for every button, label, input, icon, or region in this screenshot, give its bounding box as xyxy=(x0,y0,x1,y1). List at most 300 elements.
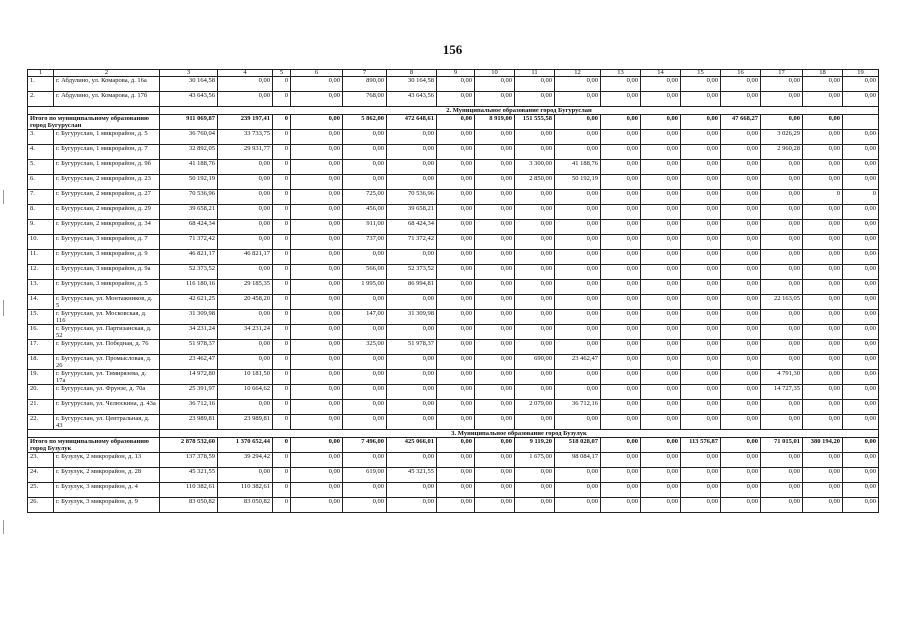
value-cell: 23 989,81 xyxy=(160,415,218,430)
value-cell: 71 372,42 xyxy=(160,235,218,250)
value-cell: 0 xyxy=(803,190,843,205)
value-cell: 0,00 xyxy=(843,453,879,468)
section-title: 3. Муниципальное образование город Бузулук xyxy=(160,430,879,438)
value-cell: 0,00 xyxy=(681,400,721,415)
value-cell: 0,00 xyxy=(291,235,343,250)
total-value: 1 370 652,44 xyxy=(218,438,273,453)
value-cell: 0,00 xyxy=(437,220,475,235)
value-cell: 0,00 xyxy=(601,220,641,235)
table-row xyxy=(28,370,879,385)
value-cell: 0 xyxy=(273,400,291,415)
value-cell: 0,00 xyxy=(601,400,641,415)
value-cell: 0,00 xyxy=(681,280,721,295)
value-cell: 0,00 xyxy=(843,400,879,415)
value-cell: 0,00 xyxy=(437,355,475,370)
scan-margin-mark xyxy=(3,190,4,204)
value-cell: 737,00 xyxy=(343,235,387,250)
value-cell: 0,00 xyxy=(387,175,437,190)
value-cell: 0,00 xyxy=(601,483,641,498)
value-cell: 0,00 xyxy=(843,415,879,430)
row-number: 22. xyxy=(28,415,54,430)
value-cell: 30 164,58 xyxy=(160,77,218,92)
value-cell: 0,00 xyxy=(218,160,273,175)
table-row xyxy=(28,265,879,280)
value-cell: 0,00 xyxy=(803,325,843,340)
value-cell: 0,00 xyxy=(387,415,437,430)
value-cell: 0 xyxy=(273,310,291,325)
value-cell: 0,00 xyxy=(291,220,343,235)
value-cell: 0,00 xyxy=(218,265,273,280)
value-cell: 39 658,21 xyxy=(387,205,437,220)
value-cell: 0,00 xyxy=(437,310,475,325)
address-cell: г. Бузулук, 3 микрорайон, д. 4 xyxy=(54,483,160,498)
value-cell: 0,00 xyxy=(843,92,879,107)
value-cell: 0,00 xyxy=(641,453,681,468)
value-cell: 0,00 xyxy=(475,355,515,370)
value-cell: 0,00 xyxy=(218,92,273,107)
value-cell: 0,00 xyxy=(681,92,721,107)
value-cell: 0,00 xyxy=(601,415,641,430)
value-cell: 0 xyxy=(273,175,291,190)
value-cell: 0,00 xyxy=(437,400,475,415)
value-cell: 0,00 xyxy=(601,190,641,205)
value-cell: 0,00 xyxy=(437,265,475,280)
table-row xyxy=(28,325,879,340)
section-heading-row xyxy=(28,430,879,438)
value-cell: 42 621,25 xyxy=(160,295,218,310)
value-cell: 0,00 xyxy=(387,325,437,340)
value-cell: 0,00 xyxy=(601,160,641,175)
value-cell: 0,00 xyxy=(218,235,273,250)
value-cell: 0,00 xyxy=(475,370,515,385)
table-row xyxy=(28,400,879,415)
address-cell: г. Бугуруслан, 2 микрорайон, д. 27 xyxy=(54,190,160,205)
value-cell: 0,00 xyxy=(803,77,843,92)
value-cell: 0,00 xyxy=(291,340,343,355)
value-cell: 0,00 xyxy=(721,385,761,400)
value-cell: 0,00 xyxy=(437,205,475,220)
total-value xyxy=(843,115,879,130)
value-cell: 29 931,77 xyxy=(218,145,273,160)
total-value: 380 194,20 xyxy=(803,438,843,453)
column-header: 17 xyxy=(761,70,803,77)
value-cell: 0,00 xyxy=(291,355,343,370)
value-cell: 45 321,55 xyxy=(387,468,437,483)
value-cell: 0,00 xyxy=(641,295,681,310)
address-cell: г. Бугуруслан, ул. Тимирязева, д. 17а xyxy=(54,370,160,385)
total-value: 0,00 xyxy=(641,115,681,130)
value-cell: 51 978,37 xyxy=(160,340,218,355)
row-number: 17. xyxy=(28,340,54,355)
value-cell: 45 321,55 xyxy=(160,468,218,483)
value-cell: 0,00 xyxy=(843,310,879,325)
value-cell: 0,00 xyxy=(681,483,721,498)
value-cell: 0,00 xyxy=(803,385,843,400)
value-cell: 0,00 xyxy=(843,370,879,385)
value-cell: 70 536,96 xyxy=(160,190,218,205)
value-cell: 0 xyxy=(273,250,291,265)
column-header: 13 xyxy=(601,70,641,77)
value-cell: 0,00 xyxy=(291,295,343,310)
value-cell: 0,00 xyxy=(601,340,641,355)
value-cell: 0,00 xyxy=(218,468,273,483)
address-cell: г. Бугуруслан, 3 микрорайон, д. 9 xyxy=(54,250,160,265)
value-cell: 0,00 xyxy=(641,190,681,205)
value-cell: 68 424,34 xyxy=(387,220,437,235)
value-cell: 0,00 xyxy=(843,130,879,145)
total-row xyxy=(28,438,879,453)
value-cell: 0,00 xyxy=(641,400,681,415)
section-title: 2. Муниципальное образование город Бугуруслан xyxy=(160,107,879,115)
value-cell: 0 xyxy=(273,325,291,340)
value-cell: 0,00 xyxy=(803,415,843,430)
value-cell: 0,00 xyxy=(291,385,343,400)
value-cell: 0 xyxy=(273,355,291,370)
value-cell: 23 462,47 xyxy=(555,355,601,370)
value-cell: 0,00 xyxy=(437,453,475,468)
total-value: 2 878 532,60 xyxy=(160,438,218,453)
total-value: 47 668,27 xyxy=(721,115,761,130)
value-cell: 0 xyxy=(273,453,291,468)
value-cell: 0,00 xyxy=(601,370,641,385)
value-cell: 0,00 xyxy=(761,92,803,107)
value-cell: 0,00 xyxy=(601,130,641,145)
value-cell: 0,00 xyxy=(343,250,387,265)
column-header: 10 xyxy=(475,70,515,77)
value-cell: 0,00 xyxy=(721,325,761,340)
value-cell: 2 850,00 xyxy=(515,175,555,190)
value-cell: 0,00 xyxy=(641,468,681,483)
table-row xyxy=(28,483,879,498)
value-cell: 0,00 xyxy=(475,175,515,190)
value-cell: 0,00 xyxy=(515,468,555,483)
table-row xyxy=(28,498,879,513)
address-cell: г. Бугуруслан, 2 микрорайон, д. 23 xyxy=(54,175,160,190)
value-cell: 0,00 xyxy=(761,220,803,235)
value-cell: 0,00 xyxy=(803,468,843,483)
value-cell: 110 382,61 xyxy=(218,483,273,498)
address-cell: г. Бугуруслан, ул. Московская, д. 116 xyxy=(54,310,160,325)
value-cell: 0,00 xyxy=(343,325,387,340)
value-cell: 0,00 xyxy=(601,250,641,265)
value-cell: 0,00 xyxy=(601,295,641,310)
value-cell: 147,00 xyxy=(343,310,387,325)
value-cell: 0,00 xyxy=(515,265,555,280)
address-cell: г. Бугуруслан, 2 микрорайон, д. 29 xyxy=(54,205,160,220)
value-cell: 0,00 xyxy=(343,175,387,190)
value-cell: 0,00 xyxy=(343,355,387,370)
value-cell: 2 079,00 xyxy=(515,400,555,415)
value-cell: 36 712,16 xyxy=(160,400,218,415)
value-cell: 0,00 xyxy=(475,130,515,145)
row-number: 11. xyxy=(28,250,54,265)
value-cell: 0,00 xyxy=(601,205,641,220)
value-cell: 0 xyxy=(273,130,291,145)
row-number: 13. xyxy=(28,280,54,295)
table-row xyxy=(28,468,879,483)
value-cell: 0,00 xyxy=(721,280,761,295)
value-cell: 0,00 xyxy=(843,325,879,340)
value-cell: 0,00 xyxy=(387,453,437,468)
address-cell: г. Бугуруслан, 3 микрорайон, д. 9а xyxy=(54,265,160,280)
column-header: 16 xyxy=(721,70,761,77)
address-cell: г. Бугуруслан, 2 микрорайон, д. 34 xyxy=(54,220,160,235)
value-cell: 0,00 xyxy=(721,340,761,355)
total-value: 518 028,07 xyxy=(555,438,601,453)
value-cell: 0,00 xyxy=(437,145,475,160)
value-cell: 39 658,21 xyxy=(160,205,218,220)
value-cell: 86 994,81 xyxy=(387,280,437,295)
value-cell: 0,00 xyxy=(437,483,475,498)
value-cell: 0,00 xyxy=(291,175,343,190)
value-cell: 0,00 xyxy=(218,355,273,370)
value-cell: 0,00 xyxy=(291,468,343,483)
value-cell: 0,00 xyxy=(681,468,721,483)
value-cell: 0,00 xyxy=(515,145,555,160)
value-cell: 0,00 xyxy=(803,295,843,310)
value-cell: 0,00 xyxy=(601,325,641,340)
value-cell: 0,00 xyxy=(291,415,343,430)
value-cell: 0,00 xyxy=(803,265,843,280)
row-number: 2. xyxy=(28,92,54,107)
value-cell: 0,00 xyxy=(641,160,681,175)
value-cell: 98 084,17 xyxy=(555,453,601,468)
value-cell: 0,00 xyxy=(601,385,641,400)
value-cell: 0,00 xyxy=(555,145,601,160)
value-cell: 0,00 xyxy=(291,453,343,468)
value-cell: 0,00 xyxy=(803,205,843,220)
value-cell: 0,00 xyxy=(761,265,803,280)
value-cell: 0,00 xyxy=(721,145,761,160)
value-cell: 0,00 xyxy=(387,385,437,400)
value-cell: 0,00 xyxy=(721,160,761,175)
value-cell: 137 378,59 xyxy=(160,453,218,468)
value-cell: 0,00 xyxy=(721,295,761,310)
value-cell: 0,00 xyxy=(761,280,803,295)
value-cell: 0 xyxy=(273,370,291,385)
value-cell: 0,00 xyxy=(555,498,601,513)
value-cell: 0,00 xyxy=(601,310,641,325)
value-cell: 0,00 xyxy=(475,205,515,220)
value-cell: 0,00 xyxy=(218,77,273,92)
row-number: 14. xyxy=(28,295,54,310)
value-cell: 0,00 xyxy=(721,205,761,220)
value-cell: 46 821,17 xyxy=(218,250,273,265)
value-cell: 0,00 xyxy=(387,250,437,265)
value-cell: 0,00 xyxy=(641,250,681,265)
value-cell: 0,00 xyxy=(515,92,555,107)
row-number: 23. xyxy=(28,453,54,468)
table-row xyxy=(28,92,879,107)
column-header: 5 xyxy=(273,70,291,77)
value-cell: 0,00 xyxy=(515,190,555,205)
value-cell: 33 733,75 xyxy=(218,130,273,145)
value-cell: 0,00 xyxy=(721,415,761,430)
value-cell: 1 995,00 xyxy=(343,280,387,295)
row-number: 6. xyxy=(28,175,54,190)
value-cell: 0,00 xyxy=(291,145,343,160)
value-cell: 0,00 xyxy=(803,310,843,325)
value-cell: 70 536,96 xyxy=(387,190,437,205)
address-cell: г. Бугуруслан, ул. Челюскина, д. 43а xyxy=(54,400,160,415)
total-value: 0,00 xyxy=(437,438,475,453)
value-cell: 0,00 xyxy=(218,400,273,415)
section-heading-row xyxy=(28,107,879,115)
address-cell: г. Бугуруслан, ул. Фрунзе, д. 70а xyxy=(54,385,160,400)
value-cell: 0,00 xyxy=(721,190,761,205)
value-cell: 0,00 xyxy=(291,205,343,220)
value-cell: 0,00 xyxy=(475,453,515,468)
value-cell: 0,00 xyxy=(803,160,843,175)
value-cell: 31 309,98 xyxy=(160,310,218,325)
value-cell: 0,00 xyxy=(601,280,641,295)
table-row xyxy=(28,160,879,175)
value-cell: 0,00 xyxy=(291,265,343,280)
value-cell: 0,00 xyxy=(681,250,721,265)
value-cell: 0,00 xyxy=(681,453,721,468)
value-cell: 0,00 xyxy=(761,160,803,175)
column-header: 1 xyxy=(28,70,54,77)
total-value: 0,00 xyxy=(437,115,475,130)
address-cell: г. Бугуруслан, ул. Центральная, д. 43 xyxy=(54,415,160,430)
row-number: 9. xyxy=(28,220,54,235)
value-cell: 0,00 xyxy=(555,415,601,430)
value-cell: 0,00 xyxy=(555,130,601,145)
column-header: 3 xyxy=(160,70,218,77)
value-cell: 0,00 xyxy=(515,415,555,430)
value-cell: 890,00 xyxy=(343,77,387,92)
column-header: 4 xyxy=(218,70,273,77)
value-cell: 0,00 xyxy=(291,280,343,295)
value-cell: 0,00 xyxy=(555,92,601,107)
value-cell: 41 188,76 xyxy=(555,160,601,175)
address-cell: г. Абдулино, ул. Комарова, д. 17б xyxy=(54,92,160,107)
value-cell: 0,00 xyxy=(475,483,515,498)
value-cell: 0,00 xyxy=(803,175,843,190)
value-cell: 0,00 xyxy=(475,340,515,355)
value-cell: 0 xyxy=(273,280,291,295)
total-value: 0,00 xyxy=(681,115,721,130)
value-cell: 0,00 xyxy=(681,77,721,92)
value-cell: 0,00 xyxy=(555,205,601,220)
total-value: 239 197,41 xyxy=(218,115,273,130)
column-header: 12 xyxy=(555,70,601,77)
value-cell: 0,00 xyxy=(641,415,681,430)
value-cell: 0,00 xyxy=(475,468,515,483)
value-cell: 0,00 xyxy=(681,190,721,205)
value-cell: 0,00 xyxy=(475,415,515,430)
value-cell: 0,00 xyxy=(437,77,475,92)
value-cell: 0 xyxy=(273,265,291,280)
value-cell: 32 892,05 xyxy=(160,145,218,160)
value-cell: 0,00 xyxy=(761,190,803,205)
value-cell: 0,00 xyxy=(721,498,761,513)
value-cell: 0,00 xyxy=(803,340,843,355)
total-value: 0,00 xyxy=(601,115,641,130)
table-row xyxy=(28,130,879,145)
value-cell: 0,00 xyxy=(343,385,387,400)
total-value: 0,00 xyxy=(475,438,515,453)
value-cell: 25 391,97 xyxy=(160,385,218,400)
value-cell: 0,00 xyxy=(387,130,437,145)
value-cell: 0,00 xyxy=(761,355,803,370)
value-cell: 0,00 xyxy=(387,160,437,175)
value-cell: 0,00 xyxy=(641,310,681,325)
value-cell: 0 xyxy=(273,498,291,513)
value-cell: 0,00 xyxy=(601,468,641,483)
row-number: 1. xyxy=(28,77,54,92)
table-row xyxy=(28,205,879,220)
address-cell: г. Бузулук, 3 микрорайон, д. 9 xyxy=(54,498,160,513)
value-cell: 0,00 xyxy=(437,415,475,430)
value-cell: 0,00 xyxy=(721,370,761,385)
value-cell: 0,00 xyxy=(721,265,761,280)
value-cell: 0,00 xyxy=(515,235,555,250)
value-cell: 0,00 xyxy=(291,190,343,205)
total-value: 7 496,00 xyxy=(343,438,387,453)
value-cell: 725,00 xyxy=(343,190,387,205)
value-cell: 3 026,29 xyxy=(761,130,803,145)
value-cell: 0,00 xyxy=(343,160,387,175)
value-cell: 0,00 xyxy=(721,92,761,107)
value-cell: 0,00 xyxy=(387,370,437,385)
total-value: 0,00 xyxy=(843,438,879,453)
address-cell: г. Бугуруслан, 3 микрорайон, д. 7 xyxy=(54,235,160,250)
value-cell: 0,00 xyxy=(681,355,721,370)
value-cell: 0,00 xyxy=(721,235,761,250)
total-value: 0 xyxy=(273,115,291,130)
column-header: 14 xyxy=(641,70,681,77)
value-cell: 0,00 xyxy=(601,498,641,513)
table-row xyxy=(28,453,879,468)
value-cell: 0,00 xyxy=(641,498,681,513)
value-cell: 456,00 xyxy=(343,205,387,220)
value-cell: 0,00 xyxy=(681,145,721,160)
value-cell: 0,00 xyxy=(515,250,555,265)
value-cell: 0,00 xyxy=(681,220,721,235)
total-row xyxy=(28,115,879,130)
scan-margin-mark xyxy=(3,300,4,316)
value-cell: 0,00 xyxy=(291,160,343,175)
value-cell: 0,00 xyxy=(475,295,515,310)
value-cell: 0,00 xyxy=(843,340,879,355)
value-cell: 50 192,19 xyxy=(555,175,601,190)
value-cell: 0,00 xyxy=(721,453,761,468)
value-cell: 0,00 xyxy=(721,77,761,92)
table-row xyxy=(28,175,879,190)
value-cell: 0,00 xyxy=(803,400,843,415)
value-cell: 0,00 xyxy=(761,175,803,190)
value-cell: 0,00 xyxy=(475,325,515,340)
value-cell: 0,00 xyxy=(555,340,601,355)
value-cell: 0,00 xyxy=(843,250,879,265)
value-cell: 0,00 xyxy=(761,205,803,220)
value-cell: 10 664,62 xyxy=(218,385,273,400)
column-header: 2 xyxy=(54,70,160,77)
value-cell: 0,00 xyxy=(291,250,343,265)
address-cell: г. Бузулук, 2 микрорайон, д. 28 xyxy=(54,468,160,483)
total-value: 0,00 xyxy=(291,438,343,453)
value-cell: 0,00 xyxy=(387,145,437,160)
value-cell: 0,00 xyxy=(803,498,843,513)
row-number: 10. xyxy=(28,235,54,250)
value-cell: 0,00 xyxy=(291,130,343,145)
value-cell: 0,00 xyxy=(803,355,843,370)
value-cell: 0,00 xyxy=(218,175,273,190)
column-header: 8 xyxy=(387,70,437,77)
address-cell: г. Бугуруслан, 3 микрорайон, д. 5 xyxy=(54,280,160,295)
address-cell: г. Абдулино, ул. Комарова, д. 16а xyxy=(54,77,160,92)
